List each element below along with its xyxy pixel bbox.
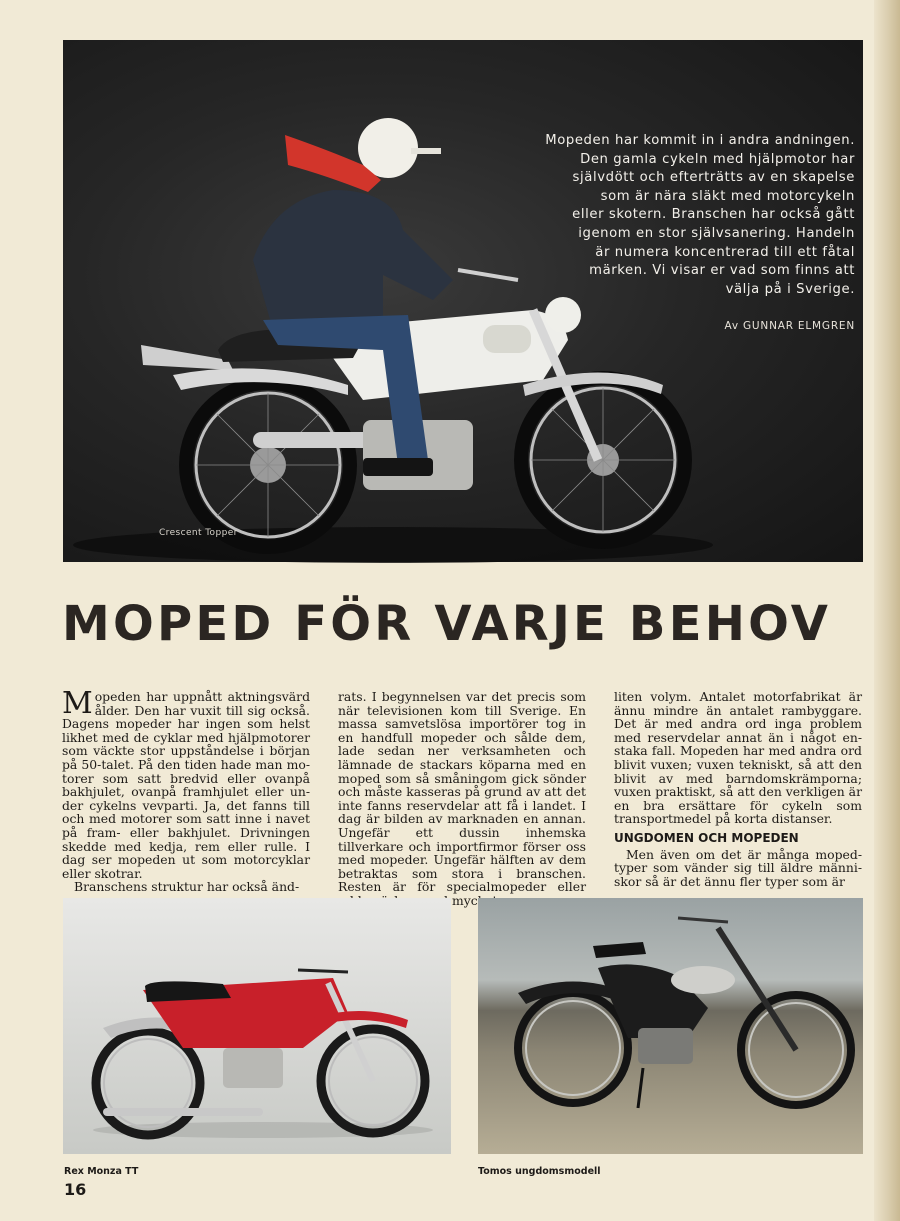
paragraph-text: opeden har uppnått aktningsvärd ålder. Den har vuxit till sig också. Dagens mopeder har ingen som helst likhet med de cyklar med hjälpmotorer som väckte stor uppståndelse i början på 50-talet. På den tiden hade man motorer som satt bredvid eller ovanpå bakhjulet, ovanpå framhjulet eller under cykelns vevparti. Ja, det fanns till och med motorer som satt inne i navet på fram- eller bakhjulet. Drivningen skedde med kedja, rem eller rulle. I dag ser mopeden ut som motorcyklar eller skotrar. xyxy=(62,689,310,881)
page-number: 16 xyxy=(64,1180,87,1199)
author-byline: Av GUNNAR ELMGREN xyxy=(724,320,855,332)
article-paragraph xyxy=(62,686,310,881)
article-paragraph: rats. I begynnelsen var det precis som när televisionen kom till Sverige. En massa samvetslösa importörer tog in en handfull mopeder och sålde dem, lade sedan ner verksamheten och lämnade de stackars köparna med en moped som så småningom gick sönder och måste kasseras på grund av att det inte fanns reservdelar att få i landet. I dag är bilden av marknaden en annan. Ungefär ett dussin inhemska tillverkare och importfirmor förser oss med mopeder. Ungefär hälften av dem betraktas som stora i branschen. Resten är för specialmopeder eller mycket xyxy=(338,689,586,908)
article-paragraph: liten volym. Antalet motorfabrikat är ännu mindre än antalet rambyggare. Det är med andra ord inga problem med reservdelar annat än i något enstaka fall. Mopeden har med andra ord blivit vuxen; vuxen tekniskt, så att den blivit av med barndomskrämporna; vuxen praktiskt, så att den verkligen är en bra ersättare för cykeln som transportmedel på korta distanser. xyxy=(614,689,862,827)
tomos-photo xyxy=(478,898,863,1154)
page-edge xyxy=(874,0,900,1221)
black-moped-illustration xyxy=(478,898,863,1154)
red-moped-illustration xyxy=(63,898,451,1154)
section-subheading: UNGDOMEN OCH MOPEDEN xyxy=(614,830,799,845)
article-column-1 xyxy=(62,686,310,895)
hero-intro-text: Mopeden har kommit in i andra andningen. Den gamla cykeln med hjälpmotor har självdött och efterträtts av en skapelse som är nära släkt med motorcykeln eller skotern. Branschen har också gått igenom en stor självsanering. Handeln är numera koncentrerad till ett fåtal märken. Vi visar er vad som finns att välja på i Sverige. xyxy=(545,133,855,297)
hero-photo xyxy=(63,40,863,562)
crescent-topper-illustration xyxy=(63,40,863,562)
article-headline: MOPED FÖR VARJE BEHOV xyxy=(62,596,832,652)
photo-caption-left: Rex Monza TT xyxy=(64,1166,139,1177)
hero-photo-caption: Crescent Topper xyxy=(159,528,238,538)
article-paragraph: Branschens struktur har också änd- xyxy=(74,879,300,895)
rex-monza-photo xyxy=(63,898,451,1154)
article-column-3 xyxy=(614,689,862,889)
article-column-2 xyxy=(338,689,586,908)
photo-caption-right: Tomos ungdomsmodell xyxy=(478,1166,601,1177)
drop-cap: M xyxy=(62,686,93,721)
article-paragraph: Men även om det är många mopedtyper som vänder sig till äldre människor så är det ännu fler typer som är xyxy=(614,846,862,889)
